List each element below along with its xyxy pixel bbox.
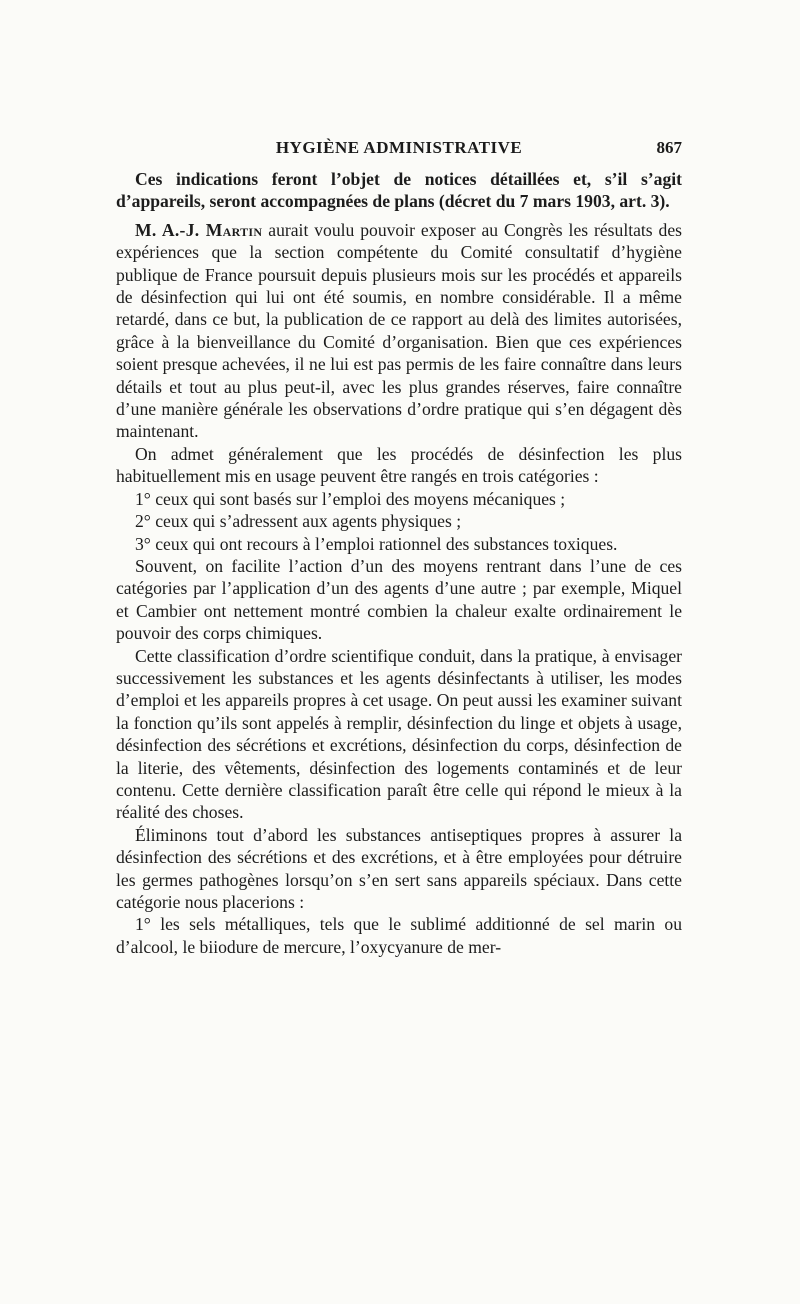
paragraph-miquel: Souvent, on facilite l’action d’un des moyens rentrant dans l’une de ces catégories par l’application d’un des agents d’une autre ; par exemple, Miquel et Cambier ont nettement montré combien la chaleur exalte ordinairement le pouvoir des corps chimiques. [116,555,682,644]
page-header [116,138,682,162]
paragraph-martin [116,219,682,443]
paragraph-antiseptics: Éliminons tout d’abord les substances antiseptiques propres à assurer la désinfection des sécrétions et des excrétions, et à être employées pour détruire les germes pathogènes lorsqu’on s’en sert sans appareils spéciaux. Dans cette catégorie nous placerions : [116,824,682,912]
page-number: 867 [656,138,682,157]
page-body [116,168,682,958]
list-item-toxic: 3° ceux qui ont recours à l’emploi rationnel des substances toxiques. [135,533,618,554]
list-item-metallic-salts: 1° les sels métalliques, tels que le sublimé additionné de sel marin ou d’alcool, le biiodure de mercure, l’oxycyanure de mer- [116,914,682,957]
paragraph-categories: On admet généralement que les procédés de désinfection les plus habituellement mis en usage peuvent être rangés en trois catégories : [116,443,682,487]
author-name: M. A.-J. Martin [135,219,263,240]
paragraph-plans: Ces indications feront l’objet de notices détaillées et, s’il s’agit d’appareils, seront accompagnées de plans (décret du 7 mars 1903, art. 3). [116,169,682,212]
paragraph-classification: Cette classification d’ordre scientifique conduit, dans la pratique, à envisager successivement les substances et les agents désinfectants à utiliser, les modes d’emploi et les appareils propres à cet usage. On peut aussi les examiner suivant la fonction qu’ils sont appelés à remplir, désinfection du linge et objets à usage, désinfection des sécrétions et excrétions, désinfection du corps, désinfection de la literie, des vêtements, désinfection des logements contaminés et de leur contenu. Cette dernière classification paraît être celle qui répond le mieux à la réalité des choses. [116,645,682,823]
running-title: HYGIÈNE ADMINISTRATIVE [275,138,523,157]
paragraph-martin-text: aurait voulu pouvoir exposer au Congrès les résultats des expériences que la section compétente du Comité consultatif d’hygiène publique de France poursuit depuis plusieurs mois sur les procédés et appareils de désinfection qui lui ont été soumis, en nombre considérable. Il a même retardé, dans ce but, la publication de ce rapport au delà des limites autorisées, grâce à la bienveillance du Comité d’organisation. Bien que ces expériences soient presque achevées, il ne lui est pas permis de les faire connaître dans leurs détails et tout au plus peut-il, avec les plus grandes réserves, faire connaître d’une manière générale les observations d’ordre pratique qui s’en dégagent dès maintenant. [116,219,682,442]
list-item-mechanical: 1° ceux qui sont basés sur l’emploi des moyens mécaniques ; [135,488,566,509]
list-item-physical: 2° ceux qui s’adressent aux agents physiques ; [135,511,462,532]
